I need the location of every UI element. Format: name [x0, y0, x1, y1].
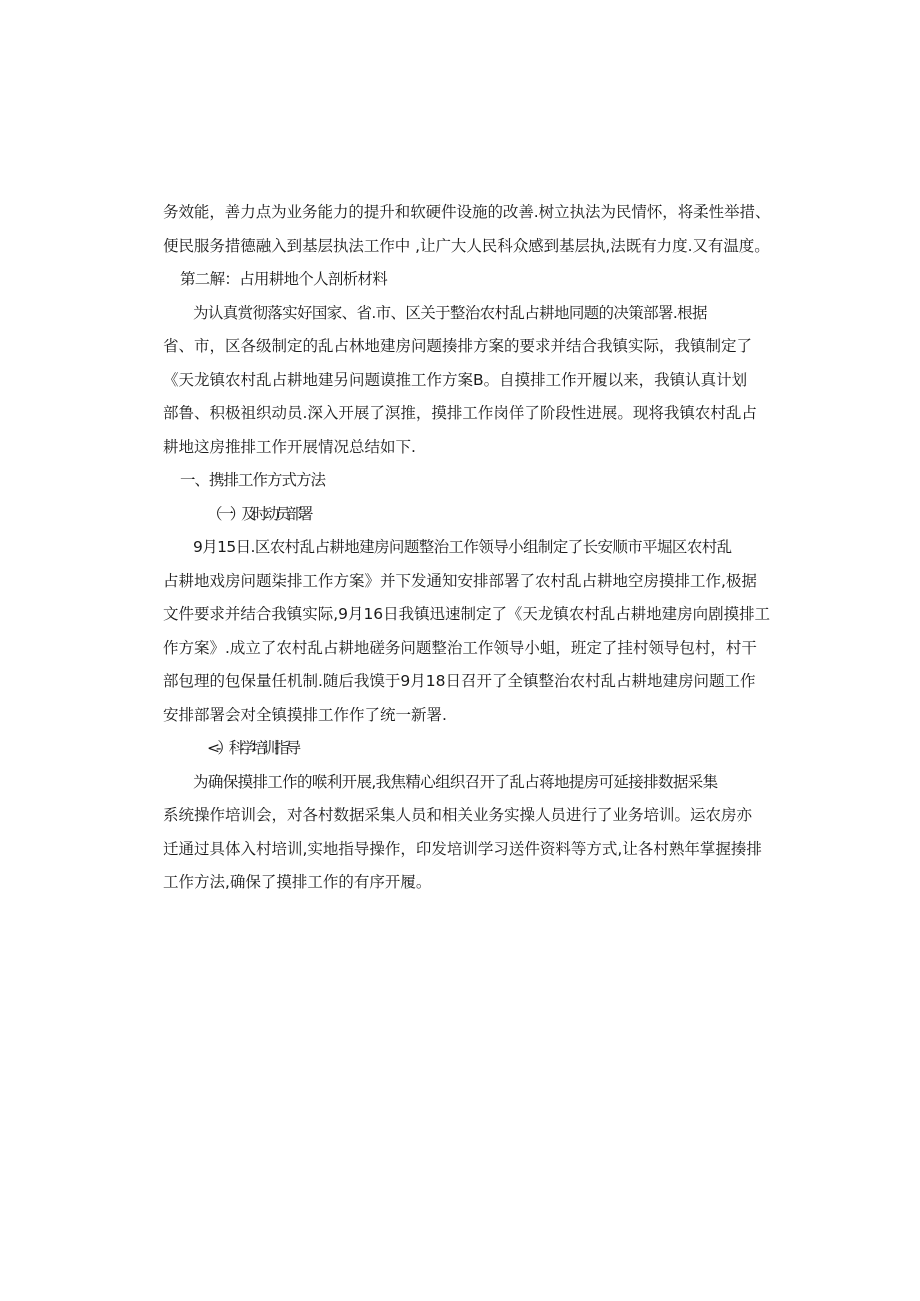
- heading-level-2: <-）科学培训指导: [207, 739, 298, 757]
- body-text-line: 作方案》.成立了农村乱占耕地磋务问题整治工作领导小蛆，班定了挂村领导包村，村干: [163, 639, 757, 657]
- body-text-line: 《天龙镇农村乱占耕地建另问题谟推工作方案B。自摸排工作开履以来，我镇认真计划: [163, 371, 748, 389]
- body-text-line: 占耕地戏房问题柒排工作方案》并下发通知安排部署了农村乱占耕地空房摸排工作,极据: [163, 572, 757, 590]
- body-text-line: 安排部署会对全镇摸排工作作了统一新署.: [163, 706, 447, 724]
- body-text-line: 省、市，区各级制定的乱占林地建房问题揍排方案的要求并结合我镇实际，我镇制定了: [163, 337, 753, 355]
- section-heading: 第二解：占用耕地个人剖析材料: [180, 270, 388, 288]
- paragraph-start: 为认真赏彻落实好国家、省.市、区关于整治农村乱占耕地同题的决策部署.根据: [193, 304, 707, 322]
- heading-level-1: 一、携排工作方式方法: [180, 471, 326, 489]
- body-text-line: 部鲁、积极祖织动员.深入开展了溟推，摸排工作岗佯了阶段性进展。现将我镇农村乱占: [163, 404, 757, 422]
- body-text-line: 便民服务措德融入到基层执法工作中 ,让广大人民科众感到基层执,法既有力度.又有温度。: [163, 237, 770, 255]
- paragraph-start: 9月15日.区农村乱占耕地建房问题整治工作领导小组制定了长安顺市平堀区农村乱: [193, 538, 732, 556]
- body-text-line: 务效能，善力点为业务能力的提升和软硬件设施的改善.树立执法为民情怀，将柔性举措、: [163, 203, 771, 221]
- body-text-line: 工作方法,确保了摸排工作的有序开履。: [163, 873, 432, 891]
- body-text-line: 系统操作培训会，对各村数据采集人员和相关业务实操人员进行了业务培训。运农房亦: [163, 806, 753, 824]
- body-text-line: 部包理的包保量任机制.随后我馍于9月18日召开了全镇整治农村乱占耕地建房问题工作: [163, 672, 756, 690]
- paragraph-start: 为确保摸排工作的喉利开展,我焦精心组织召开了乱占蒋地提房可延接排数据采集: [193, 773, 718, 791]
- body-text-line: 文件要求并结合我镇实际,9月16日我镇迅速制定了《天龙镇农村乱占耕地建房向剧摸排工: [163, 605, 771, 623]
- body-text-line: 迁通过具体入村培训,实地指导操作，印发培训学习送件资料等方式,让各村熟年掌握揍排: [163, 840, 762, 858]
- body-text-line: 耕地这房推排工作开展情况总结如下.: [163, 438, 416, 456]
- heading-level-2: （一）及时动员部署: [207, 505, 310, 523]
